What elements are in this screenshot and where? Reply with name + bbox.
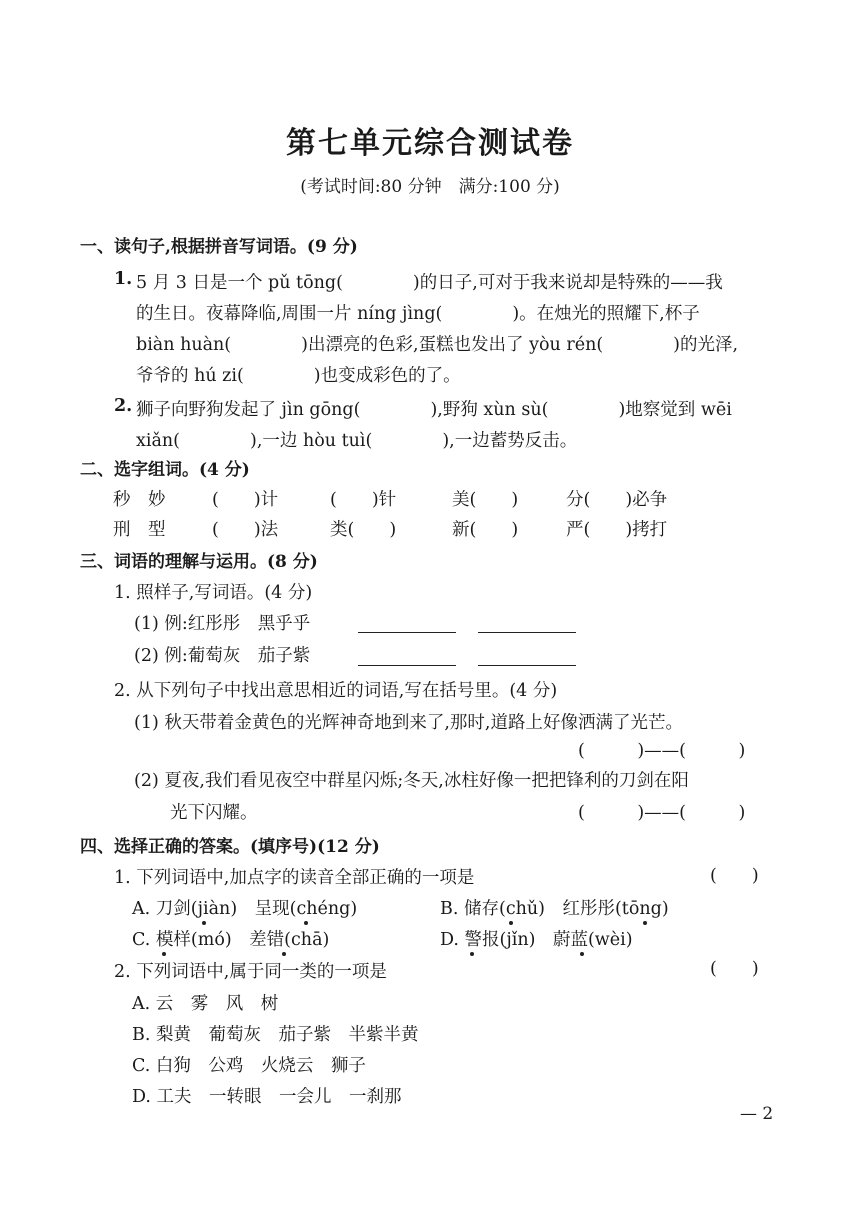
s4-q2-option-d: D. 工夫 一转眼 一会儿 一刹那 (132, 1087, 402, 1107)
answer-line[interactable] (358, 632, 456, 633)
s2-row2-blank-3: 新( ) (452, 520, 519, 540)
s4-q2-answer-bracket[interactable]: ( ) (710, 959, 759, 979)
s4-q2-stem: 2. 下列词语中,属于同一类的一项是 (114, 962, 387, 982)
s3-q2-sentence-1: (1) 秋天带着金黄色的光辉神奇地到来了,那时,道路上好像洒满了光芒。 (134, 713, 683, 733)
s2-row2-blank-1: ( )法 (212, 520, 279, 540)
s1-q2-line-2: xiǎn( ),一边 hòu tuì( ),一边蓄势反击。 (136, 431, 578, 451)
s2-row2-blank-2: 类( ) (330, 520, 397, 540)
s1-q2-number: 2. (114, 396, 133, 416)
s4-q1-answer-bracket[interactable]: ( ) (710, 866, 759, 886)
s2-row2-chars: 刑 型 (113, 520, 166, 540)
s3-q2-label: 2. 从下列句子中找出意思相近的词语,写在括号里。(4 分) (114, 681, 558, 701)
s2-row1-blank-1: ( )计 (212, 490, 279, 510)
emphasis-dot-icon (580, 952, 584, 956)
s2-row1-chars: 秒 妙 (113, 490, 166, 510)
s3-q2-sentence-2a: (2) 夏夜,我们看见夜空中群星闪烁;冬天,冰柱好像一把把锋利的刀剑在阳 (134, 771, 689, 791)
s2-row1-blank-3: 美( ) (452, 490, 519, 510)
section-1-heading: 一、读句子,根据拼音写词语。(9 分) (80, 237, 358, 257)
s4-q2-option-b: B. 梨黄 葡萄灰 茄子紫 半紫半黄 (132, 1025, 419, 1045)
s4-q2-option-a: A. 云 雾 风 树 (132, 994, 279, 1014)
s4-q1-option-b: B. 储存(chǔ) 红彤彤(tōng) (440, 899, 669, 919)
s3-q2-answer-blanks-1[interactable]: ( )——( ) (578, 741, 746, 761)
s1-q1-number: 1. (114, 269, 133, 289)
s4-q1-option-c: C. 模样(mó) 差错(chā) (132, 930, 330, 950)
s4-q1-stem: 1. 下列词语中,加点字的读音全部正确的一项是 (114, 868, 475, 888)
s3-q2-sentence-2b: 光下闪耀。 (170, 803, 258, 823)
emphasis-dot-icon (509, 921, 513, 925)
emphasis-dot-icon (202, 921, 206, 925)
section-2-heading: 二、选字组词。(4 分) (80, 460, 250, 480)
answer-line[interactable] (478, 632, 576, 633)
emphasis-dot-icon (282, 952, 286, 956)
emphasis-dot-icon (470, 952, 474, 956)
s1-q1-line-4: 爷爷的 hú zi( )也变成彩色的了。 (136, 366, 461, 386)
s4-q1-option-a: A. 刀剑(jiàn) 呈现(chéng) (132, 899, 358, 919)
emphasis-dot-icon (643, 921, 647, 925)
section-4-heading: 四、选择正确的答案。(填序号)(12 分) (80, 837, 380, 857)
emphasis-dot-icon (304, 921, 308, 925)
s2-row1-blank-4: 分( )必争 (566, 490, 668, 510)
s4-q1-option-d: D. 警报(jǐn) 蔚蓝(wèi) (440, 930, 633, 950)
s4-q2-option-c: C. 白狗 公鸡 火烧云 狮子 (132, 1056, 366, 1076)
s1-q1-line-2: 的生日。夜幕降临,周围一片 níng jìng( )。在烛光的照耀下,杯子 (136, 304, 700, 324)
s1-q1-line-1: 5 月 3 日是一个 pǔ tōng( )的日子,可对于我来说却是特殊的——我 (136, 273, 723, 293)
s3-q1-label: 1. 照样子,写词语。(4 分) (114, 583, 313, 603)
s3-q1-example-1: (1) 例:红彤彤 黑乎乎 (134, 614, 311, 634)
section-3-heading: 三、词语的理解与运用。(8 分) (80, 552, 318, 572)
exam-info: (考试时间:80 分钟 满分:100 分) (300, 177, 560, 197)
s1-q1-line-3: biàn huàn( )出漂亮的色彩,蛋糕也发出了 yòu rén( )的光泽, (136, 335, 739, 355)
answer-line[interactable] (478, 665, 576, 666)
emphasis-dot-icon (162, 952, 166, 956)
s2-row2-blank-4: 严( )拷打 (566, 520, 668, 540)
page-title: 第七单元综合测试卷 (286, 126, 574, 161)
s1-q2-line-1: 狮子向野狗发起了 jìn gōng( ),野狗 xùn sù( )地察觉到 wēi (136, 400, 732, 420)
s3-q2-answer-blanks-2[interactable]: ( )——( ) (578, 803, 746, 823)
page-number: — 2 (740, 1104, 774, 1124)
s3-q1-example-2: (2) 例:葡萄灰 茄子紫 (134, 646, 311, 666)
answer-line[interactable] (358, 665, 456, 666)
s2-row1-blank-2: ( )针 (330, 490, 397, 510)
